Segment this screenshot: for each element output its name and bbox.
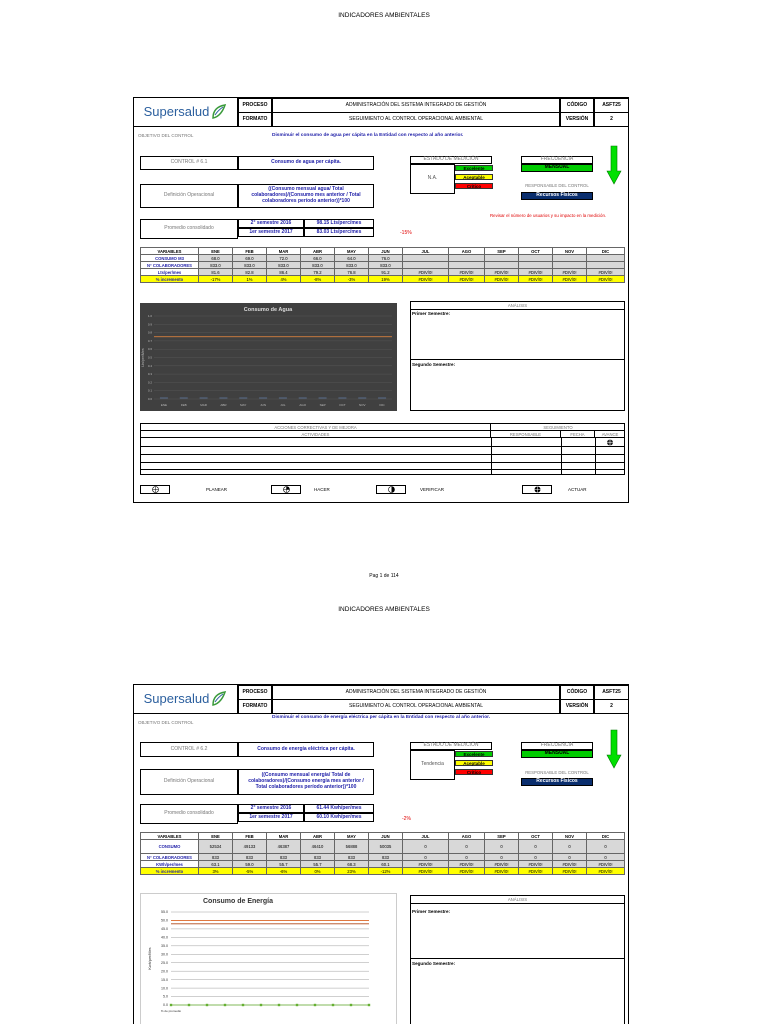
table-cell: 64.0	[335, 255, 369, 262]
table-cell: 49133	[233, 840, 267, 854]
table-cell: #DIV/0!	[485, 276, 519, 283]
data-point	[188, 1004, 190, 1006]
table-cell: #DIV/0!	[587, 276, 625, 283]
table-header-cell: MAR	[267, 833, 301, 840]
verificar-button[interactable]	[376, 485, 406, 494]
table-cell: #DIV/0!	[485, 868, 519, 875]
table-header-cell: AGO	[449, 248, 485, 255]
table-cell: #DIV/0!	[519, 868, 553, 875]
def-label-2: Definición Operacional	[140, 769, 238, 795]
estado-label-2: ESTADO DE MEDICIÓN	[410, 742, 492, 750]
table-cell: #DIV/0!	[485, 269, 519, 276]
analisis-label: ANÁLISIS	[411, 302, 624, 310]
table-header-cell: VARIABLES	[141, 248, 199, 255]
x-tick-label: MAR	[200, 403, 207, 407]
proceso-value-2: ADMINISTRACIÓN DEL SISTEMA INTEGRADO DE GESTIÓN	[272, 685, 560, 700]
sem2-value-2: 60.10 Kwh/per/mes	[304, 813, 374, 822]
control-value-2: Consumo de energía eléctrica per cápita.	[238, 742, 374, 757]
level-excelente-2: Excelente	[455, 751, 493, 757]
row-label: CONSUMO	[141, 840, 199, 854]
table-cell: #DIV/0!	[519, 269, 553, 276]
version-label: VERSIÓN	[560, 112, 594, 127]
table-cell	[519, 262, 553, 269]
acciones-label: ACCIONES CORRECTIVAS Y DE MEJORA	[141, 424, 491, 431]
def-label: Definición Operacional	[140, 184, 238, 208]
y-tick-label: 0.6	[147, 347, 152, 352]
y-tick-label: 30.0	[161, 952, 168, 957]
note-text: Revisar el número de usuarios y su impacto en la medición.	[490, 213, 607, 218]
estado-label: ESTADO DE MEDICIÓN	[410, 156, 492, 164]
promedio-label: Promedio consolidado	[140, 219, 238, 239]
level-excelente: Excelente	[455, 165, 493, 171]
level-critico-2: Crítico	[455, 769, 493, 775]
control-label-2: CONTROL # 6.2	[140, 742, 238, 757]
hacer-label: HACER	[314, 487, 330, 492]
table-cell: 0	[587, 854, 625, 861]
table-cell: #DIV/0!	[403, 276, 449, 283]
row-label: N° COLABORADORES	[141, 262, 199, 269]
verificar-circle-icon	[387, 486, 396, 493]
actuar-circle-icon	[533, 486, 542, 493]
acciones-table	[140, 423, 625, 475]
y-tick-label: 1.0	[147, 314, 152, 318]
table-cell	[403, 262, 449, 269]
table-cell: 86.4	[267, 269, 301, 276]
sem1-value: 98.15 Lts/perc/mes	[304, 219, 374, 228]
primer-semestre[interactable]: Primer Semestre:	[412, 311, 451, 316]
arrow-down-icon	[606, 145, 622, 185]
chart-title: Consumo de Agua	[243, 307, 293, 313]
table-cell: 3%	[199, 868, 233, 875]
table-cell: #DIV/0!	[449, 276, 485, 283]
table-cell: 68.0	[199, 255, 233, 262]
verificar-label: VERIFICAR	[420, 487, 445, 492]
table-cell: -5%	[233, 868, 267, 875]
table-cell: #DIV/0!	[449, 269, 485, 276]
table-cell: #DIV/0!	[587, 861, 625, 868]
chart-consumo-agua-svg	[140, 303, 397, 411]
data-point	[278, 1004, 280, 1006]
table-cell: 0	[485, 840, 519, 854]
table-header-cell: MAY	[335, 833, 369, 840]
objetivo-value-2: Disminuir el consumo de energía eléctrica per cápita en la Entidad con respecto al año anterior.	[272, 715, 491, 720]
table-cell: 68.3	[335, 861, 369, 868]
table-cell: 0	[553, 840, 587, 854]
table-cell	[553, 262, 587, 269]
segundo-semestre[interactable]: Segundo Semestre:	[412, 362, 456, 367]
form-page-1	[133, 97, 629, 503]
table-cell: 46410	[301, 840, 335, 854]
table-cell: #DIV/0!	[553, 868, 587, 875]
table-cell: 833	[369, 854, 403, 861]
proceso-label: PROCESO	[238, 98, 272, 113]
table-cell: 4%	[267, 276, 301, 283]
frecuencia-label-2: FRECUENCIA	[521, 742, 593, 750]
table-cell: -8%	[301, 276, 335, 283]
y-tick-label: 5.0	[163, 994, 168, 999]
table-cell	[449, 255, 485, 262]
codigo-value-2: ASFT25	[594, 685, 629, 700]
y-axis-label: Lts/per/Mes	[141, 348, 145, 367]
table-header-cell: FEB	[233, 833, 267, 840]
data-point	[260, 1004, 262, 1006]
primer-semestre-2[interactable]: Primer Semestre:	[412, 909, 451, 914]
table-header-cell: SEP	[485, 833, 519, 840]
y-tick-label: 40.0	[161, 935, 168, 940]
table-cell	[485, 262, 519, 269]
table-header-cell: DIC	[587, 833, 625, 840]
x-tick-label: OCT	[339, 403, 346, 407]
analisis-box-2	[410, 895, 625, 1024]
table-cell: #DIV/0!	[553, 861, 587, 868]
data-point	[368, 1004, 370, 1006]
table-cell: 91.2	[369, 269, 403, 276]
table-header-cell: SEP	[485, 248, 519, 255]
table-header-cell: NOV	[553, 833, 587, 840]
proceso-value: ADMINISTRACIÓN DEL SISTEMA INTEGRADO DE GESTIÓN	[272, 98, 560, 113]
page-header: INDICADORES AMBIENTALES	[338, 12, 430, 19]
table-cell: 833.0	[199, 262, 233, 269]
logo: Supersalud	[134, 98, 238, 127]
table-cell	[587, 255, 625, 262]
x-tick-label: FEB	[180, 403, 187, 407]
table-cell: 55.7	[301, 861, 335, 868]
actuar-label: ACTUAR	[568, 487, 587, 492]
y-tick-label: 55.0	[161, 910, 168, 915]
table-header-cell: VARIABLES	[141, 833, 199, 840]
table-cell: 833.0	[267, 262, 301, 269]
codigo-label: CÓDIGO	[560, 98, 594, 113]
y-tick-label: 35.0	[161, 944, 168, 949]
table-cell: 63.1	[199, 861, 233, 868]
chart-title: Consumo de Energía	[202, 898, 274, 905]
table-cell: 76.0	[369, 255, 403, 262]
x-tick-label: MAY	[240, 403, 247, 407]
x-tick-label: ABR	[220, 403, 227, 407]
level-critico: Crítico	[455, 183, 493, 189]
table-row	[141, 840, 625, 854]
x-tick-label: JUN	[260, 403, 267, 407]
chart-consumo-energia	[140, 893, 397, 1024]
segundo-semestre-2[interactable]: Segundo Semestre:	[412, 961, 456, 966]
planear-label: PLANEAR	[206, 487, 228, 492]
row-label: KWh/per/mes	[141, 861, 199, 868]
objetivo-label-2: OBJETIVO DEL CONTROL	[138, 720, 194, 725]
data-point	[314, 1004, 316, 1006]
variables-table	[140, 247, 625, 283]
x-tick-label: AGO	[299, 403, 307, 407]
form-page-2	[133, 684, 629, 1024]
control-label: CONTROL # 6.1	[140, 156, 238, 170]
table-cell: 0	[449, 840, 485, 854]
responsable-value-2: Recursos Físicos	[521, 778, 593, 786]
x-tick-label: NOV	[358, 403, 366, 407]
y-tick-label: 50.0	[161, 918, 168, 923]
x-tick-label: SEP	[319, 403, 326, 407]
table-cell: #DIV/0!	[553, 269, 587, 276]
logo-2: Supersalud	[134, 685, 238, 714]
y-tick-label: 25.0	[161, 960, 168, 965]
avance-col: AVANCE	[595, 431, 625, 438]
analisis-label-2: ANÁLISIS	[411, 896, 624, 904]
y-tick-label: 0.2	[147, 380, 152, 385]
formato-value: SEGUIMIENTO AL CONTROL OPERACIONAL AMBIENTAL	[272, 112, 560, 127]
page-number: Pag 1 de 114	[369, 573, 399, 579]
table-cell: #DIV/0!	[403, 269, 449, 276]
table-header-cell: JUN	[369, 833, 403, 840]
seguimiento-label: SEGUIMIENTO	[491, 424, 625, 431]
y-tick-label: 0.7	[147, 338, 152, 343]
table-cell: 60.1	[369, 861, 403, 868]
table-cell	[449, 262, 485, 269]
x-tick-label: DIC	[379, 403, 385, 407]
table-cell: 0	[519, 854, 553, 861]
chart-consumo-energia-svg	[141, 894, 396, 1024]
version-label-2: VERSIÓN	[560, 699, 594, 714]
table-cell: 833	[335, 854, 369, 861]
table-header-cell: ENE	[199, 833, 233, 840]
table-header-cell: AGO	[449, 833, 485, 840]
frecuencia-label: FRECUENCIA	[521, 156, 593, 164]
table-cell: 69.0	[233, 255, 267, 262]
table-cell	[587, 262, 625, 269]
fecha-col: FECHA	[561, 431, 595, 438]
table-cell: 0	[519, 840, 553, 854]
table-cell: 19%	[369, 276, 403, 283]
version-value-2: 2	[594, 699, 629, 714]
table-row	[141, 861, 625, 868]
table-cell: #DIV/0!	[403, 861, 449, 868]
table-cell: 0	[449, 854, 485, 861]
data-point	[224, 1004, 226, 1006]
y-tick-label: 10.0	[161, 986, 168, 991]
hacer-button[interactable]	[271, 485, 301, 494]
promedio-label-2: Promedio consolidado	[140, 804, 238, 824]
table-cell: #DIV/0!	[553, 276, 587, 283]
objetivo-value: Disminuir el consumo de agua per cápita en la Entidad con respecto al año anterior.	[272, 133, 464, 138]
y-tick-label: 0.9	[147, 322, 152, 327]
data-point	[206, 1004, 208, 1006]
sem2-label: 1er semestre 2017	[238, 228, 304, 237]
control-value: Consumo de agua per cápita.	[238, 156, 374, 170]
table-header-cell: OCT	[519, 833, 553, 840]
table-cell: 23%	[335, 868, 369, 875]
table-cell: 833	[301, 854, 335, 861]
table-header-cell: FEB	[233, 248, 267, 255]
table-cell: 1%	[233, 276, 267, 283]
table-cell: 833.0	[369, 262, 403, 269]
row-label: N° COLABORADORES	[141, 854, 199, 861]
table-cell: 833	[267, 854, 301, 861]
table-cell: -17%	[199, 276, 233, 283]
table-cell: 46387	[267, 840, 301, 854]
table-cell: 0	[403, 854, 449, 861]
analisis-box	[410, 301, 625, 411]
y-tick-label: 0.0	[163, 1003, 168, 1008]
table-cell: -3%	[335, 276, 369, 283]
formato-value-2: SEGUIMIENTO AL CONTROL OPERACIONAL AMBIENTAL	[272, 699, 560, 714]
formato-label: FORMATO	[238, 112, 272, 127]
actividades-label: ACTIVIDADES	[141, 431, 491, 438]
data-point	[350, 1004, 352, 1006]
table-header-cell: JUL	[403, 833, 449, 840]
table-header-cell: JUN	[369, 248, 403, 255]
sem1-value-2: 61.44 Kwh/per/mes	[304, 804, 374, 813]
table-cell: 72.0	[267, 255, 301, 262]
table-cell: -6%	[267, 868, 301, 875]
table-cell: 833	[233, 854, 267, 861]
table-cell	[485, 255, 519, 262]
row-label: % incremento	[141, 868, 199, 875]
table-header-cell: OCT	[519, 248, 553, 255]
table-row	[141, 868, 625, 875]
y-tick-label: 20.0	[161, 969, 168, 974]
table-cell: 833.0	[233, 262, 267, 269]
row-label: Lts/per/mes	[141, 269, 199, 276]
def-value-2: ((Consumo mensual energía/ Total de colaboradores)/(Consumo energía mes anterior / Total colaboradores período anterior))*100	[238, 769, 374, 795]
table-cell: 0	[587, 840, 625, 854]
codigo-value: ASFT25	[594, 98, 629, 113]
table-cell: #DIV/0!	[519, 861, 553, 868]
table-cell: #DIV/0!	[403, 868, 449, 875]
row-label: CONSUMO M3	[141, 255, 199, 262]
table-cell	[403, 255, 449, 262]
table-cell: 833	[199, 854, 233, 861]
page-header-2: INDICADORES AMBIENTALES	[338, 606, 430, 613]
table-header-cell: JUL	[403, 248, 449, 255]
data-point	[332, 1004, 334, 1006]
table-header-cell: NOV	[553, 248, 587, 255]
table-row	[141, 262, 625, 269]
y-tick-label: 0.1	[147, 388, 152, 393]
y-tick-label: 0.4	[147, 363, 152, 368]
y-tick-label: 15.0	[161, 977, 168, 982]
sem1-label-2: 2° semestre 2016	[238, 804, 304, 813]
y-tick-label: 0.5	[147, 355, 152, 360]
responsable-label: RESPONSABLE DEL CONTROL	[525, 183, 589, 188]
table-cell: 81.6	[199, 269, 233, 276]
estado-value: N.A.	[410, 164, 455, 194]
table-cell: 82.8	[233, 269, 267, 276]
table-header-cell: ABR	[301, 248, 335, 255]
x-tick-label: JUL	[280, 403, 286, 407]
y-tick-label: 0.8	[147, 330, 152, 335]
sem1-label: 2° semestre 2016	[238, 219, 304, 228]
x-tick-label: ENE	[160, 403, 168, 407]
estado-value-2: Tendencia	[410, 750, 455, 780]
y-tick-label: 0.3	[147, 372, 152, 377]
table-cell: 59.0	[233, 861, 267, 868]
table-cell: 0	[553, 854, 587, 861]
actuar-button[interactable]	[522, 485, 552, 494]
chart-consumo-agua	[140, 303, 397, 411]
table-header-cell: MAR	[267, 248, 301, 255]
proceso-label-2: PROCESO	[238, 685, 272, 700]
level-aceptable: Aceptable	[455, 174, 493, 180]
variables-table-2	[140, 832, 625, 875]
table-header-cell: ENE	[199, 248, 233, 255]
table-cell: 79.2	[301, 269, 335, 276]
table-cell: 833.0	[301, 262, 335, 269]
arrow-down-icon	[606, 729, 622, 769]
table-header-cell: ABR	[301, 833, 335, 840]
table-cell	[519, 255, 553, 262]
sem2-value: 83.03 Lts/perc/mes	[304, 228, 374, 237]
sem2-label-2: 1er semestre 2017	[238, 813, 304, 822]
progress-circle-icon	[606, 439, 614, 446]
table-cell: #DIV/0!	[485, 861, 519, 868]
variation-value-2: -2%	[402, 816, 411, 822]
table-cell: #DIV/0!	[587, 868, 625, 875]
y-tick-label: 0.0	[147, 397, 152, 401]
responsable-label-2: RESPONSABLE DEL CONTROL	[525, 770, 589, 775]
table-row	[141, 269, 625, 276]
logo-leaf-icon	[209, 103, 227, 121]
data-point	[296, 1004, 298, 1006]
table-row	[141, 255, 625, 262]
table-cell: 50035	[369, 840, 403, 854]
table-cell: 56888	[335, 840, 369, 854]
objetivo-label: OBJETIVO DEL CONTROL	[138, 133, 194, 138]
table-header-cell: MAY	[335, 248, 369, 255]
table-row	[141, 276, 625, 283]
table-cell: -12%	[369, 868, 403, 875]
formato-label-2: FORMATO	[238, 699, 272, 714]
table-cell: #DIV/0!	[449, 861, 485, 868]
responsable-col: RESPONSABLE	[491, 431, 561, 438]
data-point	[170, 1004, 172, 1006]
x-axis-label: % de promedio	[160, 1009, 182, 1013]
row-label: % incremento	[141, 276, 199, 283]
responsable-value: Recursos Físicos	[521, 192, 593, 200]
table-cell: 0	[403, 840, 449, 854]
planear-circle-icon	[151, 486, 160, 493]
codigo-label-2: CÓDIGO	[560, 685, 594, 700]
table-cell: 76.8	[335, 269, 369, 276]
table-cell	[553, 255, 587, 262]
def-value: ((Consumo mensual agua/ Total colaboradores)/(Consumo mes anterior / Total colaboradores período anterior))*100	[238, 184, 374, 208]
frecuencia-value-2: MENSUAL	[521, 750, 593, 758]
planear-button[interactable]	[140, 485, 170, 494]
level-aceptable-2: Aceptable	[455, 760, 493, 766]
y-tick-label: 45.0	[161, 927, 168, 932]
hacer-circle-icon	[282, 486, 291, 493]
table-cell: 55.7	[267, 861, 301, 868]
table-cell: 0	[485, 854, 519, 861]
frecuencia-value: MENSUAL	[521, 164, 593, 172]
y-axis-label: Kwh/per/Mes	[148, 947, 152, 970]
logo-leaf-icon	[209, 690, 227, 708]
variation-value: -15%	[400, 230, 412, 236]
version-value: 2	[594, 112, 629, 127]
data-point	[242, 1004, 244, 1006]
table-header-cell: DIC	[587, 248, 625, 255]
table-cell: 833.0	[335, 262, 369, 269]
table-cell: #DIV/0!	[449, 868, 485, 875]
table-cell: #DIV/0!	[587, 269, 625, 276]
table-cell: 0%	[301, 868, 335, 875]
table-cell: #DIV/0!	[519, 276, 553, 283]
table-row	[141, 854, 625, 861]
table-cell: 52534	[199, 840, 233, 854]
table-cell: 66.0	[301, 255, 335, 262]
